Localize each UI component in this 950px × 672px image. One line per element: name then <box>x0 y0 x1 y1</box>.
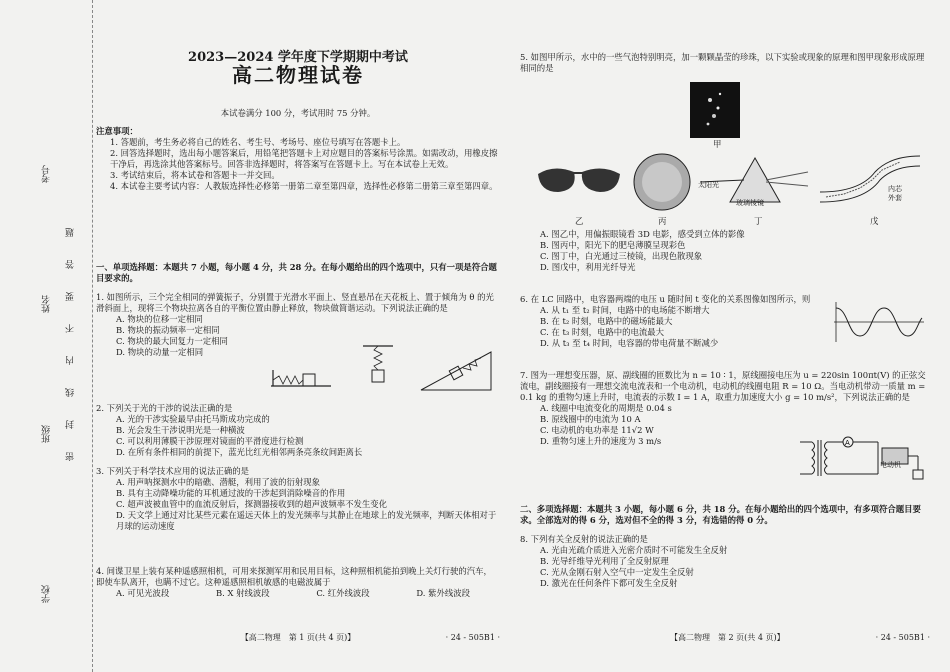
option: C. 可以利用薄膜干涉原理对镜面的平滑度进行检测 <box>116 436 304 446</box>
section-1-heading: 一、单项选择题：本题共 7 小题，每小题 4 分，共 28 分。在每小题给出的四个选项中，只有一项是符合题目要求的。 <box>96 262 497 283</box>
option: C. 图丁中，白光通过三棱镜，出现色散现象 <box>540 251 703 261</box>
exam-subject-title: 高二物理试卷 <box>232 63 364 87</box>
option: B. X 射线波段 <box>215 588 270 598</box>
option: D. 在所有条件相同的前提下，蓝光比红光相邻两条亮条纹间距离长 <box>116 447 363 457</box>
fig-ding-label: 太阳光 <box>698 181 719 189</box>
transformer-circuit-figure <box>798 432 926 484</box>
seal-char: 线 <box>66 388 76 397</box>
fig-label: 丁 <box>754 216 763 226</box>
option: D. 从 t₃ 至 t₄ 时间，电容器的带电荷量不断减少 <box>540 338 719 348</box>
option: D. 图戊中，利用光纤导光 <box>540 262 636 272</box>
option: C. 超声波被血管中的血流反射后，探测器接收到的超声波频率不发生变化 <box>116 499 388 509</box>
seal-char: 答 <box>66 260 76 269</box>
fig-label: 丙 <box>658 216 667 226</box>
option: A. 线圈中电流变化的周期是 0.04 s <box>540 403 672 413</box>
footer-code: · 24 - 505B1 · <box>875 633 930 642</box>
score-line: 本试卷满分 100 分，考试用时 75 分钟。 <box>220 108 376 118</box>
option: C. 光从金刚石射入空气中一定发生全反射 <box>540 567 694 577</box>
motor-label: 电动机 <box>880 461 901 469</box>
option: A. 从 t₁ 至 t₂ 时间，电路中的电场能不断增大 <box>540 305 710 315</box>
banji-label: 班级 <box>42 425 52 443</box>
binding-strip <box>0 0 93 672</box>
option: B. 在 t₂ 时刻，电路中的磁场能最大 <box>540 316 673 326</box>
option: D. 物块的动量一定相同 <box>116 347 204 357</box>
option: B. 光会发生干涉说明光是一种横波 <box>116 425 245 435</box>
option: D. 天文学上通过对比某些元素在遥远天体上的发光频率与其静止在地球上的发光频率，判断天体相对于月球的运动速度 <box>116 510 497 531</box>
soap-film-figure <box>632 152 692 212</box>
fig-label: 乙 <box>575 216 584 226</box>
option: A. 物块的位移一定相同 <box>116 314 203 324</box>
notice-item: 2. 回答选择题时，选出每小题答案后，用铅笔把答题卡上对应题目的答案标号涂黑。如需改动，用橡皮擦干净后，再选涂其他答案标号。回答非选择题时，将答案写在答题卡上。写在本试卷上无效。 <box>110 148 498 169</box>
option: B. 具有主动降噪功能的耳机通过波的干涉起到消除噪音的作用 <box>116 488 346 498</box>
question-2-stem: 2. 下列关于光的干涉的说法正确的是 <box>96 403 233 413</box>
notice-title: 注意事项： <box>96 126 138 136</box>
option: A. 可见光波段 <box>116 588 170 598</box>
option: D. 激光在任何条件下都可发生全反射 <box>540 578 678 588</box>
question-3 <box>96 466 500 532</box>
svg-text:A: A <box>845 439 850 447</box>
fig-ding-label: 玻璃棱镜 <box>736 199 764 207</box>
footer-page: 【高二物理 第 1 页(共 4 页)】 <box>240 633 356 642</box>
exam-title: 2023—2024 学年度下学期期中考试 <box>188 50 408 65</box>
option: B. 图丙中，阳光下的肥皂薄膜呈现彩色 <box>540 240 686 250</box>
question-4-stem: 4. 间谍卫星上装有某种遥感照相机，可用来探测军用和民用目标，这种照相机能拍到晚上关灯行驶的汽车，即使车队离开，也瞒不过它。这种遥感照相机敏感的电磁波属于 <box>96 566 492 587</box>
section-2-heading: 二、多项选择题：本题共 3 小题，每小题 6 分，共 18 分。在每小题给出的四个选项中，有多项符合题目要求。全部选对的得 6 分，选对但不全的得 3 分，有选错的得 0 分。 <box>520 504 921 525</box>
page-2 <box>520 0 930 672</box>
question-2 <box>96 403 500 458</box>
option: D. 紫外线波段 <box>416 588 470 598</box>
question-7-stem: 7. 图为一理想变压器，原、副线圈的匝数比为 n = 10 ∶ 1，原线圈接电压为 u = 220sin 100πt(V) 的正弦交流电，副线圈接有一理想交流电流表和一个电动机，电动机的线圈电阻 R = 10 Ω。当电动机带动一质量 m = 0.1 kg 的重物匀速上升时，电流表的示数 I = 1 A，取重力加速度大小 g = 10 m/s²，下列说法正确的是 <box>520 370 926 402</box>
xuexiao-label: 学校 <box>42 585 52 603</box>
glasses-figure <box>534 160 624 200</box>
notice-item: 1. 答题前，考生务必将自己的姓名、考生号、考场号、座位号填写在答题卡上。 <box>110 137 406 147</box>
option: B. 光导纤维导光利用了全反射原理 <box>540 556 669 566</box>
seal-char: 内 <box>66 356 76 365</box>
option: A. 图乙中，用偏振眼镜看 3D 电影，感受到立体的影像 <box>540 229 745 239</box>
fig-wu-label: 内芯 <box>888 185 902 193</box>
xingming-label: 姓名 <box>42 295 52 313</box>
spring-oscillators-figure <box>271 340 501 396</box>
option: C. 电动机的电功率是 11√2 W <box>540 425 654 435</box>
question-6-stem: 6. 在 LC 回路中，电容器两端的电压 u 随时间 t 变化的关系图像如图所示，则 <box>520 294 811 304</box>
option: A. 光的干涉实验最早由托马斯成功完成的 <box>116 414 270 424</box>
fig-label: 戊 <box>870 216 879 226</box>
question-1-stem: 1. 如图所示，三个完全相同的弹簧振子，分别置于光滑水平面上、竖直悬吊在天花板上、置于倾角为 θ 的光滑斜面上，现将三个物块拉离各自的平衡位置由静止释放，物块做简谐运动。下列说法正确的是 <box>96 292 494 313</box>
seal-char: 密 <box>66 452 76 461</box>
fig-wu-label: 外套 <box>888 194 902 202</box>
option: B. 原线圈中的电流为 10 A <box>540 414 641 424</box>
question-5-options <box>520 229 930 273</box>
option: A. 光由光疏介质进入光密介质时不可能发生全反射 <box>540 545 728 555</box>
lc-voltage-graph <box>830 300 926 344</box>
option: B. 物块的振动频率一定相同 <box>116 325 220 335</box>
option: A. 用声呐探测水中的暗礁、潜艇，利用了波的衍射现象 <box>116 477 320 487</box>
footer-page: 【高二物理 第 2 页(共 4 页)】 <box>670 633 785 642</box>
seal-char: 题 <box>66 228 76 237</box>
option: C. 物块的最大回复力一定相同 <box>116 336 228 346</box>
seal-char: 不 <box>66 324 76 333</box>
notice-block <box>96 126 500 192</box>
option: C. 红外线波段 <box>316 588 370 598</box>
optical-fiber-figure <box>820 152 920 208</box>
footer-code: · 24 - 505B1 · <box>445 633 500 642</box>
fig-label: 甲 <box>713 139 722 149</box>
notice-item: 4. 本试卷主要考试内容：人教版选择性必修第一册第二章至第四章，选择性必修第二册第三章至第四章。 <box>110 181 498 191</box>
option: D. 重物匀速上升的速度为 3 m/s <box>540 436 662 446</box>
bubbles-photo-figure <box>690 82 740 138</box>
kaohao-label: 考号 <box>42 165 52 183</box>
option: C. 在 t₃ 时刻，电路中的电流最大 <box>540 327 664 337</box>
question-8-stem: 8. 下列有关全反射的说法正确的是 <box>520 534 648 544</box>
page-1 <box>96 0 500 672</box>
question-4 <box>96 566 500 599</box>
question-5-stem: 5. 如图甲所示，水中的一些气泡特别明亮，加一颗颗晶莹的珍珠，以下实验或现象的原理和图甲现象形成原理相同的是 <box>520 52 925 73</box>
question-3-stem: 3. 下列关于科学技术应用的说法正确的是 <box>96 466 250 476</box>
seal-char: 要 <box>66 292 76 301</box>
question-8 <box>520 534 930 589</box>
notice-item: 3. 考试结束后，将本试卷和答题卡一并交回。 <box>110 170 280 180</box>
seal-char: 封 <box>66 420 76 429</box>
